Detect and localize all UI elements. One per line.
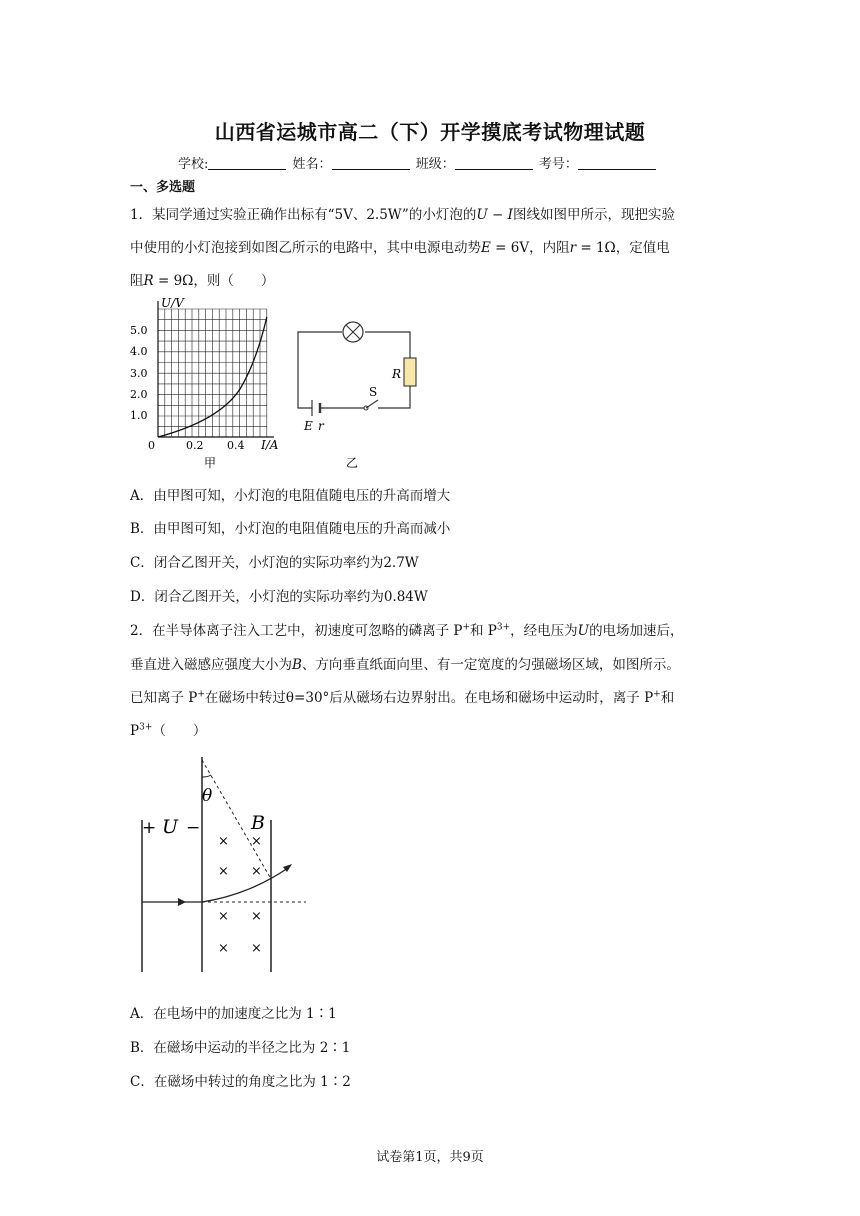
ion-trajectory (202, 868, 288, 902)
q2-option-c[interactable]: C．在磁场中转过的角度之比为 1∶2 (130, 1074, 351, 1090)
cross-mark: × (218, 909, 229, 924)
school-blank[interactable] (208, 156, 286, 170)
q1-text-1a: 1．某同学通过实验正确作出标有“5V、2.5W”的小灯泡的 (130, 207, 477, 223)
q2-charge-1b: + (197, 689, 205, 700)
q2-line-3 (130, 686, 674, 706)
graph-x-tick: 0 (148, 439, 155, 452)
q1-line-2-content: 中使用的小灯泡接到如图乙所示的电路中，其中电源电动势E = 6V，内阻r = 1Ω，定值电 (130, 240, 670, 256)
page-title: 山西省运城市高二（下）开学摸底考试物理试题 (214, 120, 646, 144)
theta-label: θ (202, 786, 213, 806)
graph-y-tick: 1.0 (130, 409, 148, 422)
school-label: 学校: (178, 157, 209, 172)
circuit-E-label: E (304, 419, 313, 433)
q1-R-symbol: R (143, 273, 154, 289)
q1-ui-symbol-i: I (507, 207, 513, 223)
q1-text-3b: ，则（ ） (193, 273, 275, 289)
graph-x-axis-label: I/A (261, 438, 279, 452)
class-blank[interactable] (455, 156, 533, 170)
q1-option-c[interactable]: C．闭合乙图开关，小灯泡的实际功率约为2.7W (130, 555, 419, 571)
graph-grid (158, 309, 267, 437)
cross-mark: × (251, 941, 262, 956)
q1-text-2c: ，定值电 (615, 240, 670, 256)
q2-line-1 (130, 619, 684, 639)
q2-text-1a: 2．在半导体离子注入工艺中，初速度可忽略的磷离子 P (130, 623, 463, 639)
q2-charge-3: 3+ (496, 622, 511, 633)
circuit-r-label: r (318, 419, 324, 433)
q2-text-3b: 在磁场中转过θ=30°后从磁场右边界射出。在电场和磁场中运动时，离子 P (204, 690, 654, 706)
figure-label-jia: 甲 (204, 456, 217, 470)
name-blank[interactable] (332, 156, 410, 170)
q2-text-4b: （ ） (152, 723, 207, 739)
q1-option-d[interactable]: D．闭合乙图开关，小灯泡的实际功率约为0.84W (130, 589, 428, 605)
q1-circuit-yi (290, 312, 430, 472)
name-label: 姓名： (292, 157, 332, 172)
q2-text-1b: 和 P (470, 623, 497, 639)
q1-text-2b: ，内阻 (529, 240, 570, 256)
cross-mark: × (251, 864, 262, 879)
graph-y-tick: 4.0 (130, 345, 148, 358)
q2-option-a[interactable]: A．在电场中的加速度之比为 1∶1 (130, 1006, 337, 1022)
battery-icon (312, 400, 320, 416)
q1-line-3-content: 阻R = 9Ω，则（ ） (130, 273, 275, 289)
q1-text-3a: 阻 (130, 273, 144, 289)
class-label: 班级： (415, 157, 455, 172)
q2-field-figure (130, 755, 330, 975)
q2-text-2b: 、方向垂直纸面向里、有一定宽度的匀强磁场区域，如图所示。 (301, 657, 680, 673)
graph-y-tick: 5.0 (130, 324, 148, 337)
q2-B-symbol: B (292, 657, 302, 673)
q1-ui-symbol: U (476, 207, 488, 223)
q1-r-symbol: r (569, 240, 577, 256)
U-label: U (162, 816, 179, 838)
number-blank[interactable] (578, 156, 656, 170)
q2-charge-1c: + (653, 689, 661, 700)
cross-mark: × (218, 941, 229, 956)
graph-x-tick: 0.4 (227, 439, 245, 452)
cross-mark: × (251, 834, 262, 849)
q1-graph-jia (128, 296, 288, 470)
page-footer: 试卷第1页，共9页 (376, 1150, 484, 1165)
switch-icon (364, 400, 378, 410)
student-info-line (178, 153, 658, 172)
circuit-wire-top (298, 332, 342, 408)
circuit-R-label: R (392, 367, 402, 381)
section-heading: 一、多选题 (130, 180, 196, 195)
circuit-wire-right (378, 386, 410, 408)
circuit-wire-top-right (365, 332, 410, 358)
q1-option-b[interactable]: B．由甲图可知，小灯泡的电阻值随电压的升高而减小 (130, 521, 451, 537)
q2-option-b[interactable]: B．在磁场中运动的半径之比为 2∶1 (130, 1040, 351, 1056)
plus-label: + (142, 818, 157, 838)
q2-text-3a: 已知离子 P (130, 690, 198, 706)
q2-line-2 (130, 653, 680, 673)
figure-label-yi: 乙 (346, 456, 359, 470)
minus-label: − (186, 818, 201, 838)
cross-mark: × (218, 864, 229, 879)
q1-line-1-content: 1．某同学通过实验正确作出标有“5V、2.5W”的小灯泡的U − I图线如图甲所示，现把实验 (130, 207, 675, 223)
graph-y-axis-label: U/V (161, 296, 184, 310)
entry-arrow-icon (178, 898, 186, 906)
B-label: B (251, 812, 265, 834)
theta-arc (202, 775, 211, 777)
graph-x-tick: 0.2 (186, 439, 204, 452)
resistor-icon (404, 358, 416, 386)
q1-emf-symbol: E (481, 240, 491, 256)
q2-line-4 (130, 719, 206, 739)
graph-y-tick: 2.0 (130, 388, 148, 401)
q2-text-1c: ，经电压为 (510, 623, 578, 639)
q2-charge-3b: 3+ (139, 722, 153, 733)
q1-text-1b: 图线如图甲所示，现把实验 (512, 207, 675, 223)
q1-option-a[interactable]: A．由甲图可知，小灯泡的电阻值随电压的升高而增大 (130, 488, 451, 504)
q2-text-2a: 垂直进入磁感应强度大小为 (130, 657, 292, 673)
q2-text-1d: 的电场加速后， (589, 623, 684, 639)
q2-text-3c: 和 (660, 690, 675, 706)
lamp-icon (343, 322, 363, 342)
q2-charge-1: + (462, 622, 471, 633)
graph-y-tick: 3.0 (130, 367, 148, 380)
q2-U-symbol: U (577, 623, 590, 639)
q2-text-4a: P (130, 723, 140, 739)
cross-mark: × (251, 909, 262, 924)
number-label: 考号： (538, 157, 578, 172)
q1-text-2a: 中使用的小灯泡接到如图乙所示的电路中，其中电源电动势 (130, 240, 481, 256)
circuit-S-label: S (369, 385, 378, 399)
cross-mark: × (218, 834, 229, 849)
